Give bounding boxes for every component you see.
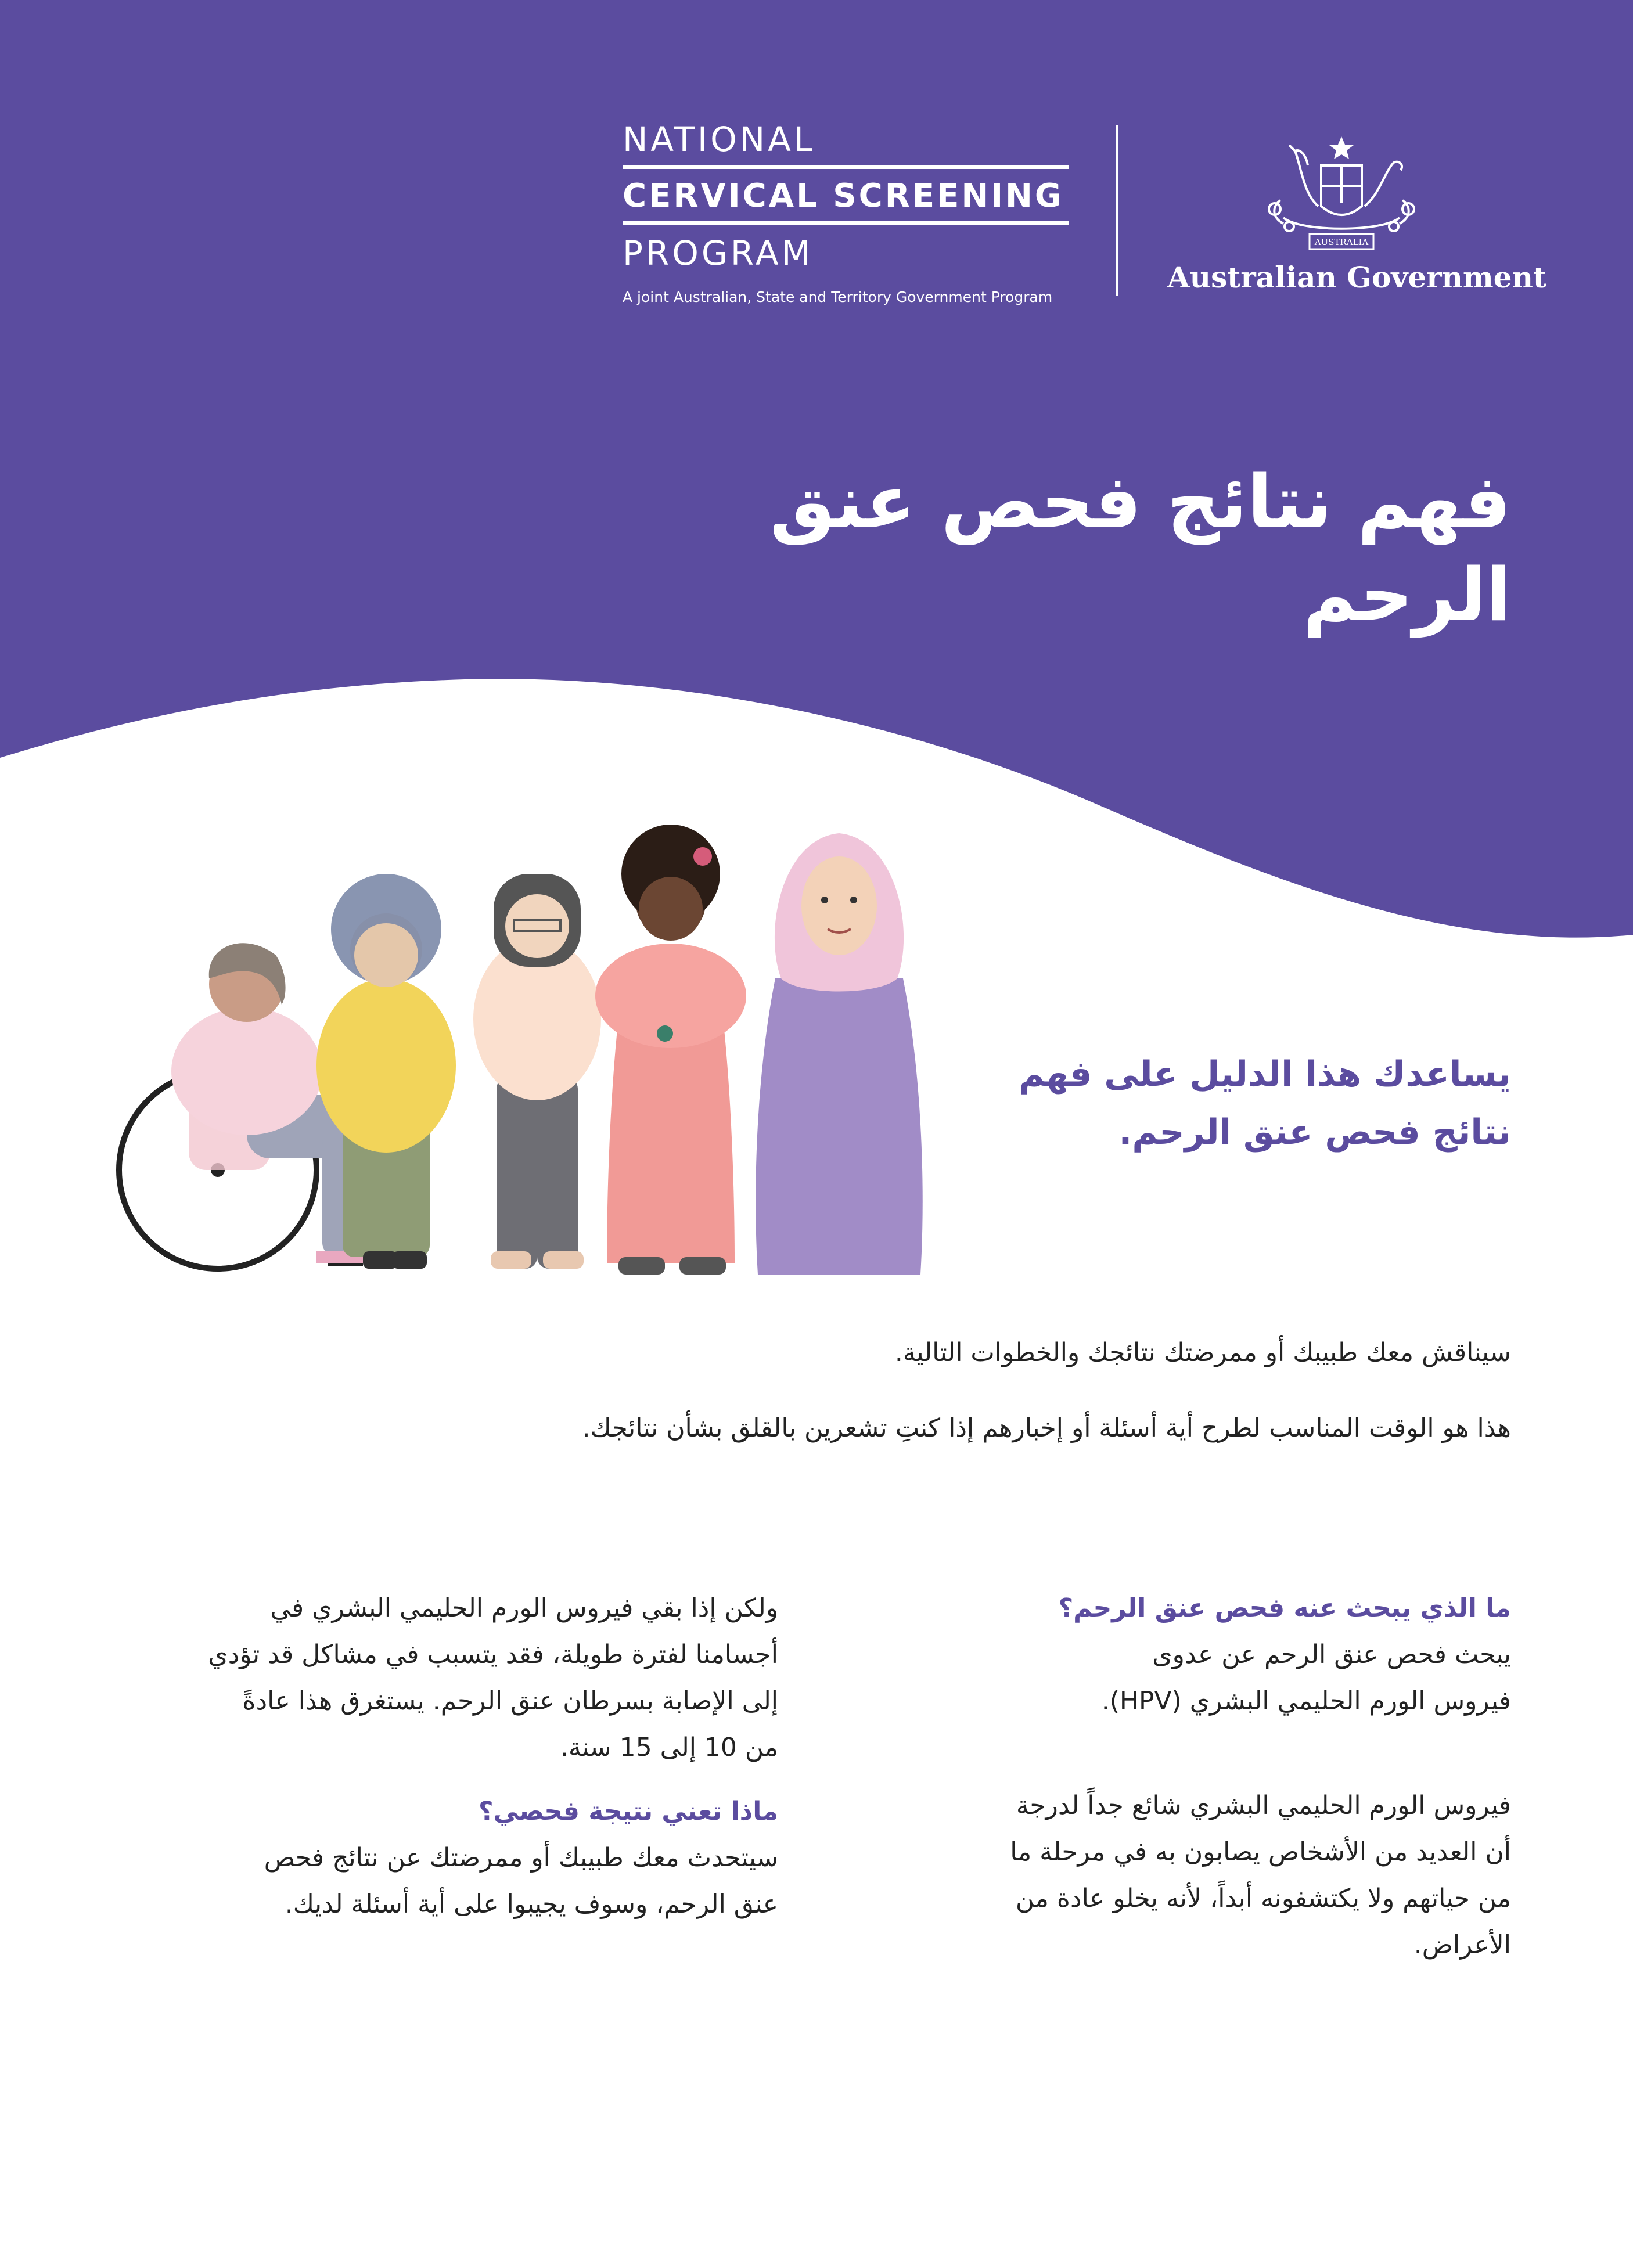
logo-tagline: A joint Australian, State and Territory Government Program [623, 289, 1053, 305]
intro-heading [930, 1045, 1511, 1161]
woman-hijab-figure [756, 833, 923, 1275]
hpv-test-description [930, 1632, 1511, 1725]
logo-rule-bottom [623, 221, 1069, 225]
logo-rule-top [623, 165, 1069, 169]
logo-program: PROGRAM [623, 233, 814, 273]
crest-banner-text: AUSTRALIA [1314, 237, 1369, 247]
hpv-common-paragraph [930, 1783, 1511, 1968]
hpv-persistence-line4: من 10 إلى 15 سنة. [560, 1733, 778, 1762]
hpv-common-line2: أن العديد من الأشخاص يصابون به في مرحلة ما [1010, 1837, 1511, 1867]
logo-cervical-screening: CERVICAL SCREENING [623, 177, 1064, 215]
hpv-persistence-paragraph [168, 1585, 778, 1771]
result-discussion-line2: عنق الرحم، وسوف يجيبوا على أية أسئلة لديك. [285, 1889, 778, 1919]
hpv-persistence-line3: إلى الإصابة بسرطان عنق الرحم. يستغرق هذا عادةً [242, 1686, 778, 1716]
program-logo [623, 119, 1070, 305]
government-name: Australian Government [1167, 260, 1547, 294]
result-discussion-line1: سيتحدث معك طبيبك أو ممرضتك عن نتائج فحص [264, 1843, 778, 1873]
hpv-common-line4: الأعراض. [1413, 1930, 1511, 1960]
logo-national: NATIONAL [623, 120, 816, 159]
left-column [168, 1585, 778, 1928]
women-group-illustration [113, 804, 938, 1283]
hpv-test-line1: يبحث فحص عنق الرحم عن عدوى [1152, 1640, 1511, 1669]
hpv-persistence-line2: أجسامنا لفترة طويلة، فقد يتسبب في مشاكل قد تؤدي [208, 1640, 778, 1669]
intro-heading-line2: نتائج فحص عنق الرحم. [1118, 1112, 1511, 1153]
logo-divider [1116, 125, 1118, 296]
woman-glasses-figure [473, 874, 601, 1269]
page-title: فهم نتائج فحص عنق الرحم [769, 459, 1511, 638]
section-heading-what-result-means: ماذا تعني نتيجة فحصي؟ [479, 1797, 778, 1826]
hpv-persistence-line1: ولكن إذا بقي فيروس الورم الحليمي البشري في [270, 1593, 778, 1623]
woman-pink-dress-figure [595, 825, 746, 1275]
result-discussion-paragraph [168, 1835, 778, 1928]
intro-paragraph-2: هذا هو الوقت المناسب لطرح أية أسئلة أو إخبارهم إذا كنتِ تشعرين بالقلق بشأن نتائجك. [582, 1413, 1511, 1443]
hpv-common-line1: فيروس الورم الحليمي البشري شائع جداً لدرجة [1016, 1791, 1511, 1820]
intro-heading-line1: يساعدك هذا الدليل على فهم [1019, 1054, 1511, 1095]
hpv-common-line3: من حياتهم ولا يكتشفونه أبداً، لأنه يخلو عادة من [1015, 1884, 1511, 1913]
hpv-test-line2: فيروس الورم الحليمي البشري (HPV). [1101, 1686, 1511, 1716]
right-column [930, 1585, 1511, 1968]
coat-of-arms-icon [1249, 131, 1434, 258]
section-heading-what-test-looks-for: ما الذي يبحث عنه فحص عنق الرحم؟ [1058, 1593, 1511, 1623]
intro-paragraph-1: سيناقش معك طبيبك أو ممرضتك نتائجك والخطوات التالية. [894, 1338, 1511, 1367]
